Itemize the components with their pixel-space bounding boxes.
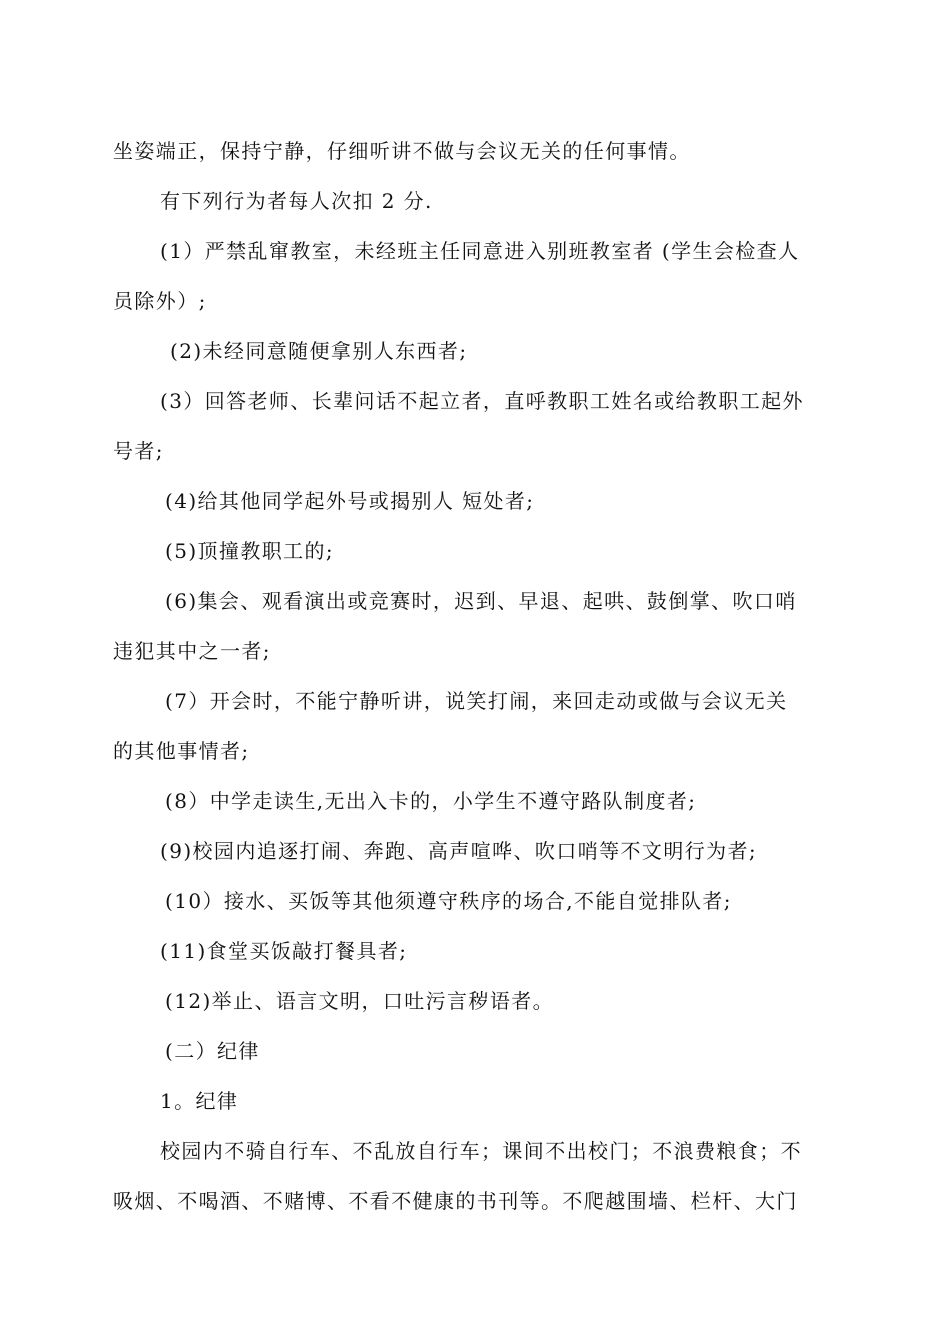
list-item-line: (5)顶撞教职工的; — [165, 539, 335, 563]
list-item-line: (10）接水、买饭等其他须遵守秩序的场合,不能自觉排队者; — [165, 889, 732, 913]
list-item-line: (9)校园内追逐打闹、奔跑、高声喧哗、吹口哨等不文明行为者; — [160, 839, 758, 863]
list-item-line: 的其他事情者; — [113, 739, 250, 763]
paragraph-line: 吸烟、不喝酒、不赌博、不看不健康的书刊等。不爬越围墙、栏杆、大门 — [113, 1189, 798, 1213]
list-item-line: (11)食堂买饭敲打餐具者; — [160, 939, 408, 963]
list-item-line: (6)集会、观看演出或竞赛时，迟到、早退、起哄、鼓倒掌、吹口哨 — [165, 589, 797, 613]
list-item-line: 员除外）; — [113, 289, 207, 313]
list-item-line: (7）开会时，不能宁静听讲，说笑打闹，来回走动或做与会议无关 — [165, 689, 788, 713]
list-item-line: (8）中学走读生,无出入卡的，小学生不遵守路队制度者; — [165, 789, 697, 813]
list-item-line: (1）严禁乱窜教室，未经班主任同意进入别班教室者 (学生会检查人 — [160, 239, 800, 263]
list-item-line: 号者; — [113, 439, 164, 463]
list-item-line: (12)举止、语言文明，口吐污言秽语者。 — [165, 989, 555, 1013]
section-heading: (二）纪律 — [165, 1039, 260, 1063]
list-item-line: (2)未经同意随便拿别人东西者; — [170, 339, 468, 363]
list-item-line: (4)给其他同学起外号或揭别人 短处者; — [165, 489, 535, 513]
list-item-line: 违犯其中之一者; — [113, 639, 271, 663]
paragraph-line: 有下列行为者每人次扣 2 分. — [160, 189, 433, 213]
paragraph-line: 坐姿端正，保持宁静，仔细听讲不做与会议无关的任何事情。 — [113, 139, 691, 163]
list-item-line: (3）回答老师、长辈问话不起立者，直呼教职工姓名或给教职工起外 — [160, 389, 804, 413]
subsection-heading: 1。纪律 — [160, 1089, 239, 1113]
paragraph-line: 校园内不骑自行车、不乱放自行车；课间不出校门；不浪费粮食；不 — [160, 1139, 802, 1163]
